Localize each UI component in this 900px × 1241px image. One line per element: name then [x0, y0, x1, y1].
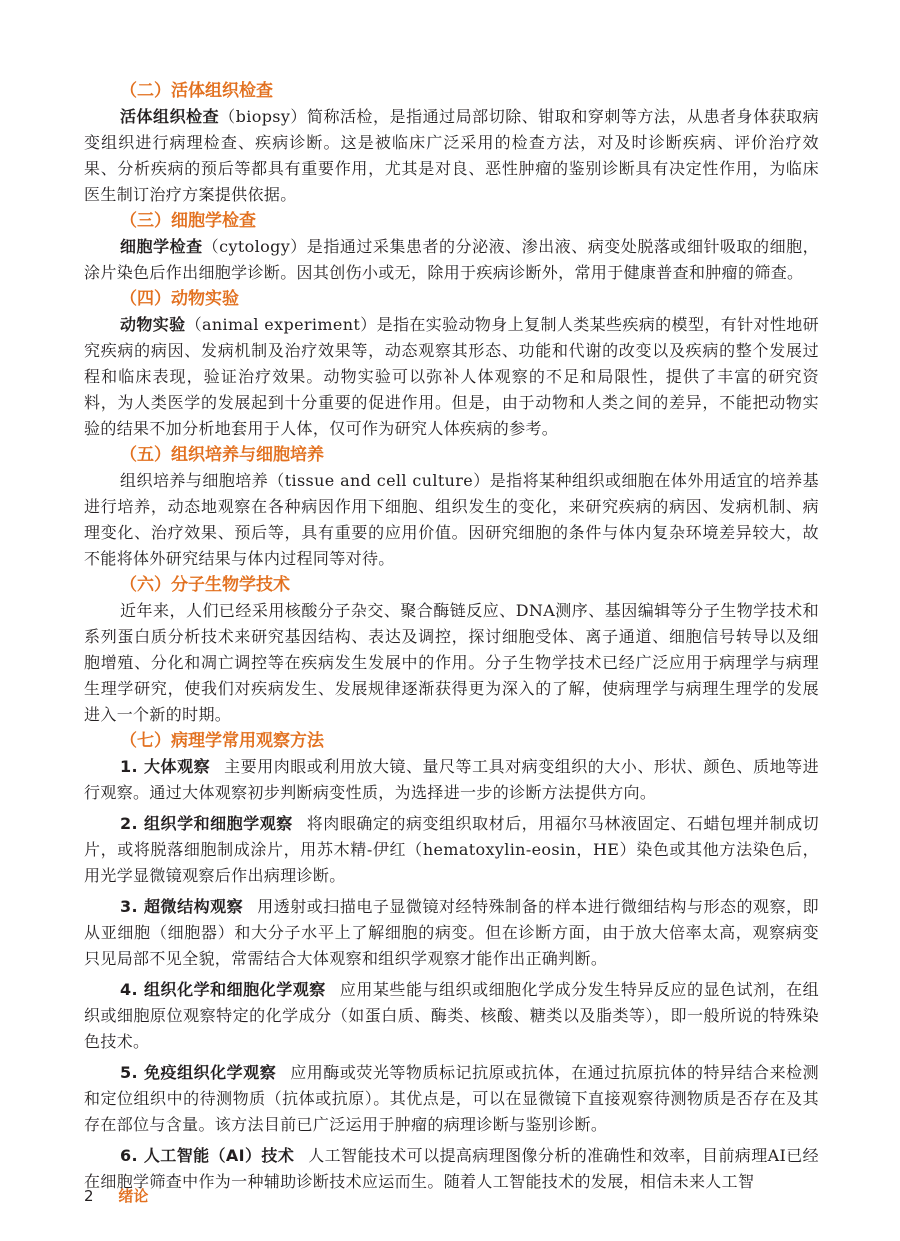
paragraph-biopsy: 活体组织检查（biopsy）简称活检，是指通过局部切除、钳取和穿刺等方法，从患者身体获取病变组织进行病理检查、疾病诊断。这是被临床广泛采用的检查方法，对及时诊断疾病、评价治疗效果、分析疾病的预后等都具有重要作用，尤其是对良、恶性肿瘤的鉴别诊断具有决定性作用，为临床医生制订治疗方案提供依据。	[84, 107, 819, 204]
paragraph-culture: 组织培养与细胞培养（tissue and cell culture）是指将某种组织或细胞在体外用适宜的培养基进行培养，动态地观察在各种病因作用下细胞、组织发生的变化，来研究疾病的病因、发病机制、病理变化、治疗效果、预后等，具有重要的应用价值。因研究细胞的条件与体内复杂环境差异较大，故不能将体外研究结果与体内过程同等对待。	[84, 471, 819, 568]
method-item-ai: 6. 人工智能（AI）技术 人工智能技术可以提高病理图像分析的准确性和效率，目前病理AI已经在细胞学筛查中作为一种辅助诊断技术应运而生。随着人工智能技术的发展，相信未来人工智	[84, 1146, 819, 1191]
method-item-immunohistochemistry: 5. 免疫组织化学观察 应用酶或荧光等物质标记抗原或抗体，在通过抗原抗体的特异结合来检测和定位组织中的待测物质（抗体或抗原）。其优点是，可以在显微镜下直接观察待测物质是否存在及其存在部位与含量。该方法目前已广泛运用于肿瘤的病理诊断与鉴别诊断。	[84, 1063, 819, 1134]
section-title-culture: （五）组织培养与细胞培养	[120, 445, 324, 465]
paragraph-animal-experiment: 动物实验（animal experiment）是指在实验动物身上复制人类某些疾病的模型，有针对性地研究疾病的病因、发病机制及治疗效果等，动态观察其形态、功能和代谢的改变以及疾病的整个发展过程和临床表现，验证治疗效果。动物实验可以弥补人体观察的不足和局限性，提供了丰富的研究资料，为人类医学的发展起到十分重要的促进作用。但是，由于动物和人类之间的差异，不能把动物实验的结果不加分析地套用于人体，仅可作为研究人体疾病的参考。	[84, 315, 819, 438]
section-title-animal-experiment: （四）动物实验	[120, 289, 239, 309]
method-item-head: 2. 组织学和细胞学观察	[120, 814, 293, 833]
section-title-biopsy: （二）活体组织检查	[120, 81, 273, 101]
method-item-head: 6. 人工智能（AI）技术	[120, 1146, 295, 1165]
term-cytology: 细胞学检查	[120, 237, 203, 256]
term-animal-experiment: 动物实验	[120, 315, 186, 334]
paragraph-cytology: 细胞学检查（cytology）是指通过采集患者的分泌液、渗出液、病变处脱落或细针吸取的细胞，涂片染色后作出细胞学诊断。因其创伤小或无，除用于疾病诊断外，常用于健康普查和肿瘤的筛查。	[84, 237, 819, 282]
method-item-head: 5. 免疫组织化学观察	[120, 1063, 277, 1082]
method-item-gross: 1. 大体观察 主要用肉眼或利用放大镜、量尺等工具对病变组织的大小、形状、颜色、质地等进行观察。通过大体观察初步判断病变性质，为选择进一步的诊断方法提供方向。	[84, 757, 820, 802]
method-item-histology: 2. 组织学和细胞学观察 将肉眼确定的病变组织取材后，用福尔马林液固定、石蜡包埋并制成切片，或将脱落细胞制成涂片，用苏木精-伊红（hematoxylin-eosin，HE）染色或其他方法染色后，用光学显微镜观察后作出病理诊断。	[84, 814, 819, 885]
method-item-head: 3. 超微结构观察	[120, 897, 244, 916]
page-number: 2	[84, 1187, 94, 1205]
section-title-cytology: （三）细胞学检查	[120, 211, 256, 231]
method-item-head: 1. 大体观察	[120, 757, 211, 776]
method-item-head: 4. 组织化学和细胞化学观察	[120, 980, 326, 999]
method-item-histochemistry: 4. 组织化学和细胞化学观察 应用某些能与组织或细胞化学成分发生特异反应的显色试剂，在组织或细胞原位观察特定的化学成分（如蛋白质、酶类、核酸、糖类以及脂类等），即一般所说的特殊染色技术。	[84, 980, 820, 1051]
section-title-molecular: （六）分子生物学技术	[120, 575, 290, 595]
term-biopsy: 活体组织检查	[120, 107, 220, 126]
method-item-ultrastructure: 3. 超微结构观察 用透射或扫描电子显微镜对经特殊制备的样本进行微细结构与形态的观察，即从亚细胞（细胞器）和大分子水平上了解细胞的病变。但在诊断方面，由于放大倍率太高，观察病变只见局部不见全貌，常需结合大体观察和组织学观察才能作出正确判断。	[84, 897, 819, 968]
chapter-title: 绪论	[118, 1187, 149, 1205]
page-footer	[84, 1186, 148, 1206]
page-content	[84, 78, 819, 1200]
section-title-methods: （七）病理学常用观察方法	[120, 731, 324, 751]
paragraph-molecular: 近年来，人们已经采用核酸分子杂交、聚合酶链反应、DNA测序、基因编辑等分子生物学技术和系列蛋白质分析技术来研究基因结构、表达及调控，探讨细胞受体、离子通道、细胞信号转导以及细胞增殖、分化和凋亡调控等在疾病发生发展中的作用。分子生物学技术已经广泛应用于病理学与病理生理学研究，使我们对疾病发生、发展规律逐渐获得更为深入的了解，使病理学与病理生理学的发展进入一个新的时期。	[84, 601, 819, 724]
